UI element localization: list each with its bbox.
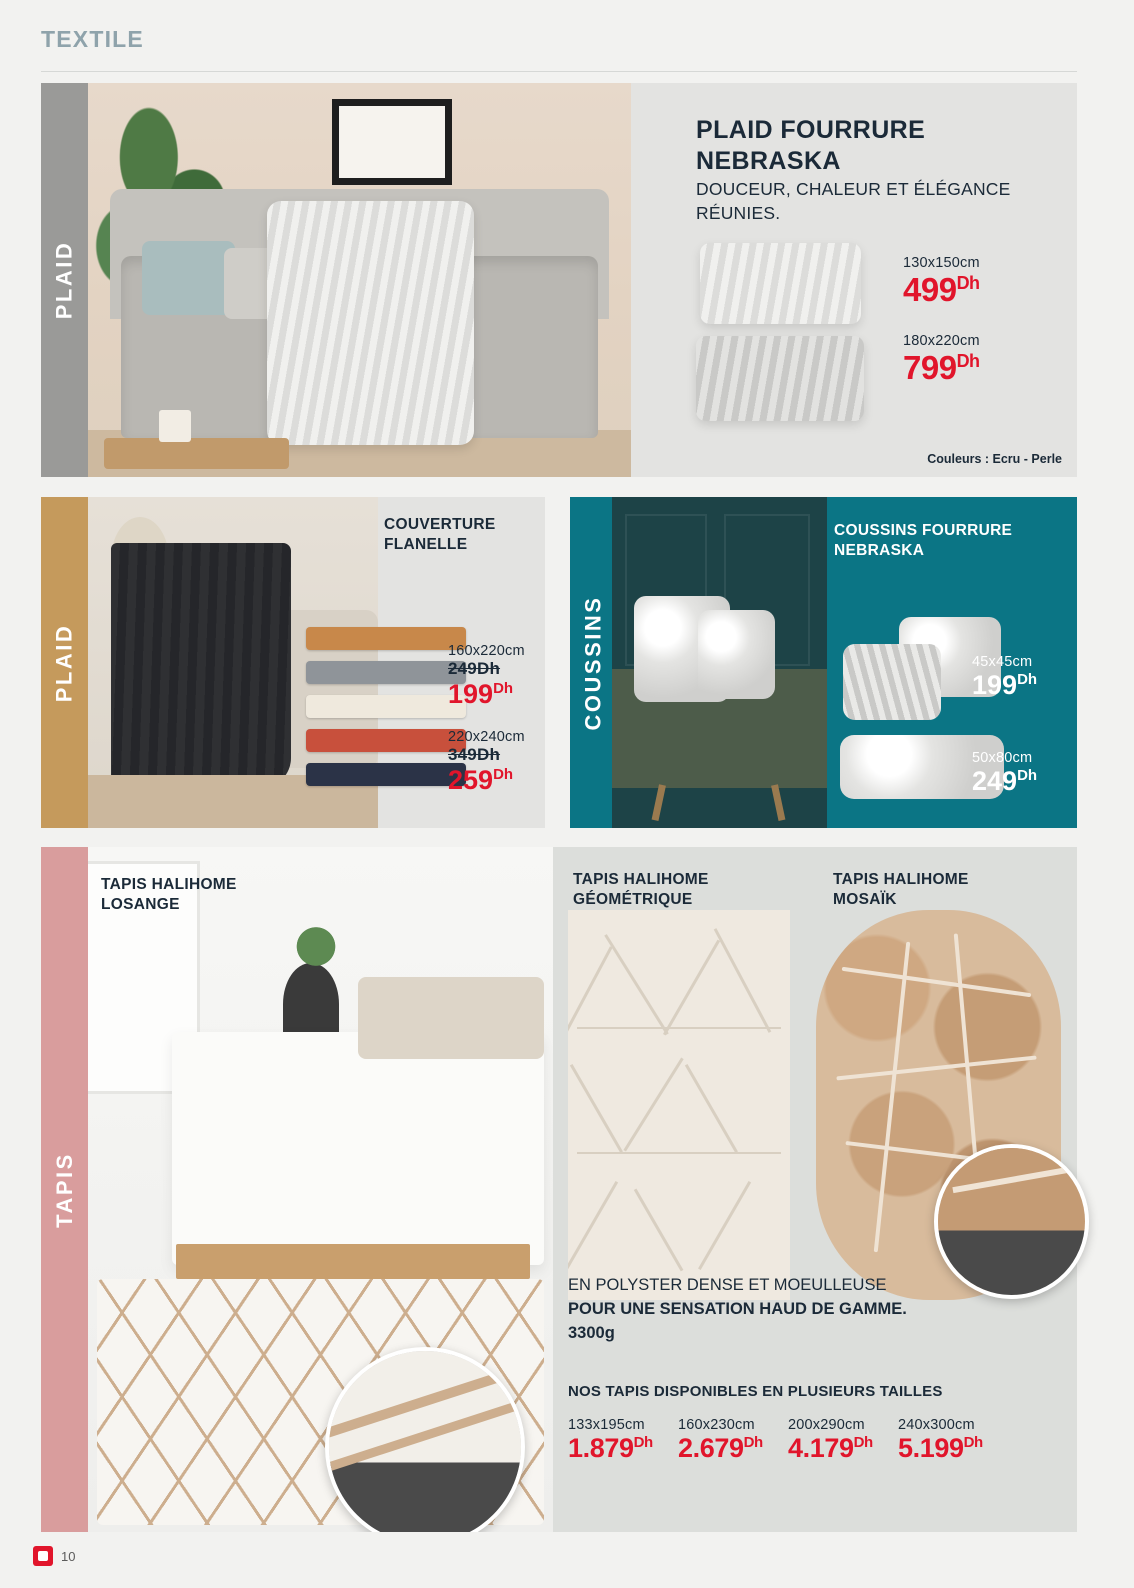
tapis-price-3-currency: Dh (853, 1434, 873, 1451)
plaid-price-2 (903, 349, 980, 387)
flanelle-size-2: 220x240cm (448, 729, 525, 745)
plaid-colours-note: Couleurs : Ecru - Perle (927, 452, 1062, 466)
plaid-product-image (696, 243, 871, 428)
tapis-price-1-currency: Dh (633, 1434, 653, 1451)
tapis-price-4 (898, 1433, 994, 1464)
tapis-sizes-table (568, 1417, 1067, 1464)
coussins-price-1-value: 199 (972, 670, 1018, 700)
plaid-price-130x150 (903, 255, 980, 309)
candle (159, 410, 192, 442)
flanelle-title: COUVERTURE FLANELLE (384, 516, 496, 554)
plaid-subtitle: DOUCEUR, CHALEUR ET ÉLÉGANCE RÉUNIES. (696, 179, 1011, 223)
flanelle-price-220x240 (448, 729, 525, 796)
tapis-size-1: 133x195cm (568, 1417, 645, 1433)
product-block-tapis (41, 847, 1077, 1532)
cushion-teal (142, 241, 234, 316)
category-tab-plaid-2-label: PLAID (51, 623, 77, 702)
tapis-lifestyle-photo (88, 847, 553, 1532)
category-tab-tapis-label: TAPIS (51, 1151, 77, 1228)
bed-mattress (172, 1032, 544, 1265)
tapis-size-3: 200x290cm (788, 1417, 865, 1433)
coussins-title: COUSSINS FOURRURE NEBRASKA (834, 522, 1013, 560)
flanelle-price-1-value: 199 (448, 679, 494, 709)
tapis-description (568, 1274, 1038, 1346)
tapis-size-4: 240x300cm (898, 1417, 975, 1433)
tapis-losange-title: TAPIS HALIHOME LOSANGE (101, 876, 237, 914)
plaid-size-1: 130x150cm (903, 255, 980, 271)
page-title: TEXTILE (41, 26, 144, 52)
wall-art-frame (332, 99, 451, 186)
coffee-table (104, 438, 289, 470)
stack-layer-terra (306, 729, 466, 752)
fur-throw-on-sofa (267, 201, 473, 445)
stack-layer-navy (306, 763, 466, 786)
flanelle-price-1-currency: Dh (493, 680, 514, 697)
category-tab-coussins (570, 497, 617, 828)
tapis-size-cell-3 (788, 1417, 884, 1464)
flanelle-size-1: 160x220cm (448, 643, 525, 659)
brand-mark-icon (33, 1546, 53, 1566)
plaid-folded-white (700, 243, 861, 324)
product-block-couverture-flanelle (41, 497, 545, 828)
plaid-price-2-value: 799 (903, 349, 957, 386)
page-header (41, 26, 1077, 72)
plaid-price-180x220 (903, 333, 980, 387)
plaid-title: PLAID FOURRURE NEBRASKA (696, 116, 926, 175)
tapis-price-1-value: 1.879 (568, 1433, 634, 1463)
flanelle-throw-black (111, 543, 291, 788)
bed-pillows (358, 977, 544, 1059)
category-tab-plaid-2 (41, 497, 88, 828)
flanelle-old-price-2: 349Dh (448, 745, 501, 764)
flanelle-old-price-1: 249Dh (448, 659, 501, 678)
tapis-desc-line1: EN POLYSTER DENSE ET MOEULLEUSE (568, 1276, 887, 1294)
product-block-plaid-fourrure (41, 83, 1077, 477)
flanelle-price-2-currency: Dh (493, 766, 514, 783)
tapis-size-cell-4 (898, 1417, 994, 1464)
category-tab-tapis (41, 847, 88, 1532)
tapis-size-cell-1 (568, 1417, 664, 1464)
plaid-folded-grey (696, 336, 864, 421)
flanelle-price-2 (448, 765, 525, 796)
tapis-price-2 (678, 1433, 774, 1464)
category-tab-coussins-label: COUSSINS (580, 595, 606, 730)
tapis-price-3-value: 4.179 (788, 1433, 854, 1463)
geometric-pattern (568, 910, 790, 1300)
tapis-geometrique-image (568, 910, 790, 1300)
tapis-desc-line2: POUR UNE SENSATION HAUD DE GAMME. (568, 1299, 907, 1318)
category-tab-plaid-label: PLAID (51, 240, 77, 320)
tapis-size-cell-2 (678, 1417, 774, 1464)
plaid-price-1 (903, 271, 980, 309)
tapis-price-2-currency: Dh (743, 1434, 763, 1451)
coussins-price-2-currency: Dh (1017, 767, 1038, 784)
coussins-price-1-currency: Dh (1017, 671, 1038, 688)
tapis-sizes-title: NOS TAPIS DISPONIBLES EN PLUSIEURS TAILLES (568, 1383, 943, 1400)
flanelle-price-1 (448, 679, 525, 710)
tapis-price-2-value: 2.679 (678, 1433, 744, 1463)
fur-pillow-small (698, 610, 775, 699)
flanelle-price-2-value: 259 (448, 765, 494, 795)
coussins-price-45x45 (972, 654, 1037, 701)
coussins-price-2 (972, 766, 1037, 797)
flanelle-price-160x220 (448, 643, 525, 710)
flanelle-product-stack (306, 627, 466, 812)
coussin-45x45-grey (843, 644, 941, 720)
product-block-coussins-fourrure (570, 497, 1077, 828)
coussins-lifestyle-photo (612, 497, 827, 828)
tapis-mosaik-image (816, 910, 1061, 1300)
coussins-size-2: 50x80cm (972, 750, 1033, 766)
stack-layer-camel (306, 627, 466, 650)
tapis-desc-line3: 3300g (568, 1323, 615, 1342)
header-divider (41, 71, 1077, 72)
potted-plant-small (293, 916, 340, 978)
plaid-price-1-value: 499 (903, 271, 957, 308)
tapis-price-3 (788, 1433, 884, 1464)
plaid-size-2: 180x220cm (903, 333, 980, 349)
coussins-price-2-value: 249 (972, 766, 1018, 796)
stack-layer-ecru (306, 695, 466, 718)
plaid-info-panel (654, 83, 1077, 477)
coussins-price-50x80 (972, 750, 1037, 797)
coussins-price-1 (972, 670, 1037, 701)
tapis-price-4-value: 5.199 (898, 1433, 964, 1463)
stack-layer-grey (306, 661, 466, 684)
category-tab-plaid (41, 83, 88, 477)
tapis-size-2: 160x230cm (678, 1417, 755, 1433)
tapis-mosaik-title: TAPIS HALIHOME MOSAÏK (833, 871, 969, 909)
plaid-price-1-currency: Dh (956, 273, 980, 293)
tapis-geometrique-title: TAPIS HALIHOME GÉOMÉTRIQUE (573, 871, 709, 909)
tapis-price-4-currency: Dh (963, 1434, 983, 1451)
plaid-lifestyle-photo (88, 83, 631, 477)
tapis-price-1 (568, 1433, 664, 1464)
bed-base-wood (176, 1244, 529, 1278)
rug-losange-zoom (325, 1347, 525, 1532)
plaid-price-2-currency: Dh (956, 351, 980, 371)
page-footer (33, 1546, 75, 1566)
coussins-size-1: 45x45cm (972, 654, 1033, 670)
page-number: 10 (61, 1548, 76, 1564)
